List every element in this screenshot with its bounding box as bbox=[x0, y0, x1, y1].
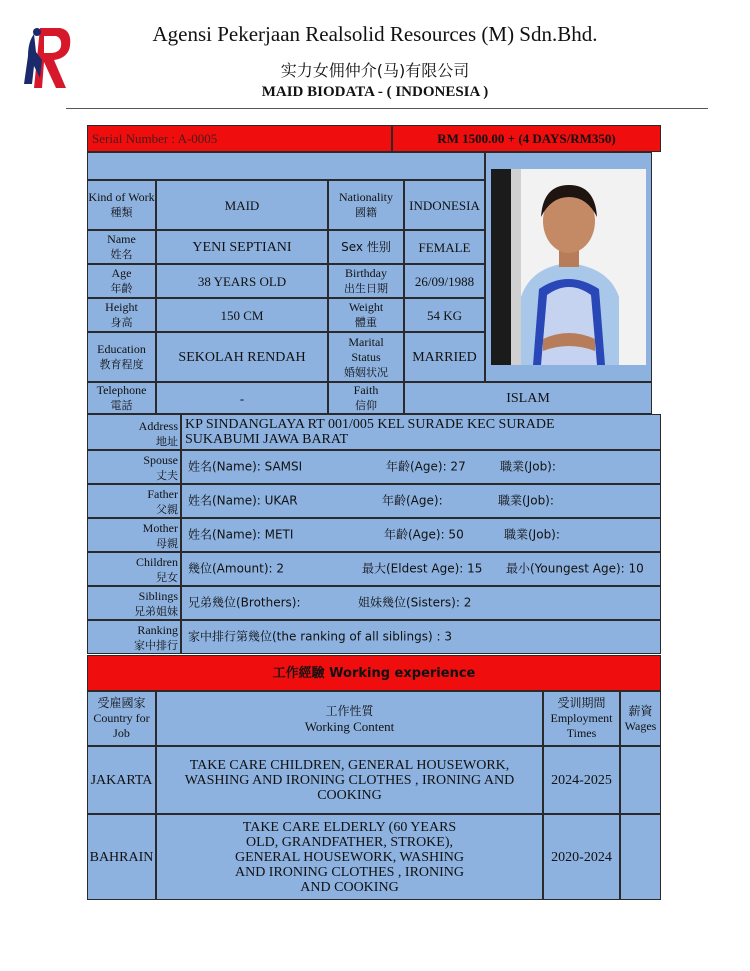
siblings-sisters: 姐妹幾位(Sisters): 2 bbox=[358, 595, 472, 610]
wages-header: 薪資 Wages bbox=[620, 691, 661, 746]
address-label: Address 地址 bbox=[87, 414, 181, 450]
weight-label: Weight 體重 bbox=[328, 298, 404, 332]
telephone-label: Telephone 電話 bbox=[87, 382, 156, 414]
experience-2-content: TAKE CARE ELDERLY (60 YEARS OLD, GRANDFATHER, STROKE), GENERAL HOUSEWORK, WASHING AND IRONING CLOTHES , IRONING AND COOKING bbox=[156, 814, 543, 900]
header-divider bbox=[66, 108, 708, 109]
sex-value: FEMALE bbox=[404, 230, 485, 264]
children-amount: 幾位(Amount): 2 bbox=[188, 561, 285, 576]
spouse-age: 年齡(Age): 27 bbox=[386, 459, 466, 474]
blank-band bbox=[87, 152, 485, 180]
name-label: Name 姓名 bbox=[87, 230, 156, 264]
address-value bbox=[181, 414, 661, 450]
telephone-value: - bbox=[156, 382, 328, 414]
education-label: Education 教育程度 bbox=[87, 332, 156, 382]
father-label: Father 父親 bbox=[87, 484, 181, 518]
father-age: 年齡(Age): bbox=[382, 493, 443, 508]
experience-1-content: TAKE CARE CHILDREN, GENERAL HOUSEWORK, WASHING AND IRONING CLOTHES , IRONING AND COOKING bbox=[156, 746, 543, 814]
education-value: SEKOLAH RENDAH bbox=[156, 332, 328, 382]
times-header: 受训期間 Employment Times bbox=[543, 691, 620, 746]
photo-frame bbox=[485, 152, 652, 382]
experience-1-country: JAKARTA bbox=[87, 746, 156, 814]
spouse-job: 職業(Job): bbox=[500, 459, 556, 474]
company-logo bbox=[20, 22, 72, 92]
children-label: Children 兒女 bbox=[87, 552, 181, 586]
marital-value: MARRIED bbox=[404, 332, 485, 382]
maid-photo bbox=[491, 169, 646, 365]
experience-2-wages bbox=[620, 814, 661, 900]
company-name-chinese: 实力女佣仲介(马)有限公司 bbox=[280, 61, 470, 80]
working-experience-title: 工作經驗 Working experience bbox=[87, 655, 661, 691]
birthday-label: Birthday 出生日期 bbox=[328, 264, 404, 298]
mother-job: 職業(Job): bbox=[504, 527, 560, 542]
children-row bbox=[181, 552, 661, 586]
father-name: 姓名(Name): UKAR bbox=[188, 493, 298, 508]
ranking-label: Ranking 家中排行 bbox=[87, 620, 181, 654]
document-title: MAID BIODATA - ( INDONESIA ) bbox=[261, 84, 489, 100]
mother-name: 姓名(Name): METI bbox=[188, 527, 294, 542]
company-name: Agensi Pekerjaan Realsolid Resources (M) Sdn.Bhd. bbox=[152, 22, 598, 46]
ranking-row bbox=[181, 620, 661, 654]
experience-2-country: BAHRAIN bbox=[87, 814, 156, 900]
siblings-brothers: 兄弟幾位(Brothers): bbox=[188, 595, 301, 610]
mother-row bbox=[181, 518, 661, 552]
spouse-row bbox=[181, 450, 661, 484]
sex-label: Sex 性别 bbox=[328, 230, 404, 264]
nationality-label: Nationality 國籍 bbox=[328, 180, 404, 230]
spouse-label: Spouse 丈夫 bbox=[87, 450, 181, 484]
experience-2-times: 2020-2024 bbox=[543, 814, 620, 900]
spouse-name: 姓名(Name): SAMSI bbox=[188, 459, 303, 474]
mother-label: Mother 母親 bbox=[87, 518, 181, 552]
father-job: 職業(Job): bbox=[498, 493, 554, 508]
experience-1-times: 2024-2025 bbox=[543, 746, 620, 814]
father-row bbox=[181, 484, 661, 518]
height-value: 150 CM bbox=[156, 298, 328, 332]
faith-label: Faith 信仰 bbox=[328, 382, 404, 414]
age-value: 38 YEARS OLD bbox=[156, 264, 328, 298]
country-header: 受雇國家 Country for Job bbox=[87, 691, 156, 746]
faith-value: ISLAM bbox=[404, 382, 652, 414]
marital-label: Marital Status 婚姻状况 bbox=[328, 332, 404, 382]
name-value: YENI SEPTIANI bbox=[156, 230, 328, 264]
age-label: Age 年齡 bbox=[87, 264, 156, 298]
content-header: 工作性質 Working Content bbox=[156, 691, 543, 746]
nationality-value: INDONESIA bbox=[404, 180, 485, 230]
siblings-row bbox=[181, 586, 661, 620]
address-line-2: SUKABUMI JAWA BARAT bbox=[185, 432, 349, 447]
height-label: Height 身高 bbox=[87, 298, 156, 332]
weight-value: 54 KG bbox=[404, 298, 485, 332]
children-eldest: 最大(Eldest Age): 15 bbox=[362, 561, 483, 576]
experience-1-wages bbox=[620, 746, 661, 814]
birthday-value: 26/09/1988 bbox=[404, 264, 485, 298]
ranking-text: 家中排行第幾位(the ranking of all siblings) : 3 bbox=[188, 629, 452, 644]
siblings-label: Siblings 兄弟姐妹 bbox=[87, 586, 181, 620]
serial-number: Serial Number : A-0005 bbox=[87, 125, 392, 152]
mother-age: 年齡(Age): 50 bbox=[384, 527, 464, 542]
kind-of-work-label: Kind of Work 種類 bbox=[87, 180, 156, 230]
price: RM 1500.00 + (4 DAYS/RM350) bbox=[392, 125, 661, 152]
address-line-1: KP SINDANGLAYA RT 001/005 KEL SURADE KEC SURADE bbox=[185, 417, 555, 432]
children-youngest: 最小(Youngest Age): 10 bbox=[506, 561, 644, 576]
kind-of-work-value: MAID bbox=[156, 180, 328, 230]
